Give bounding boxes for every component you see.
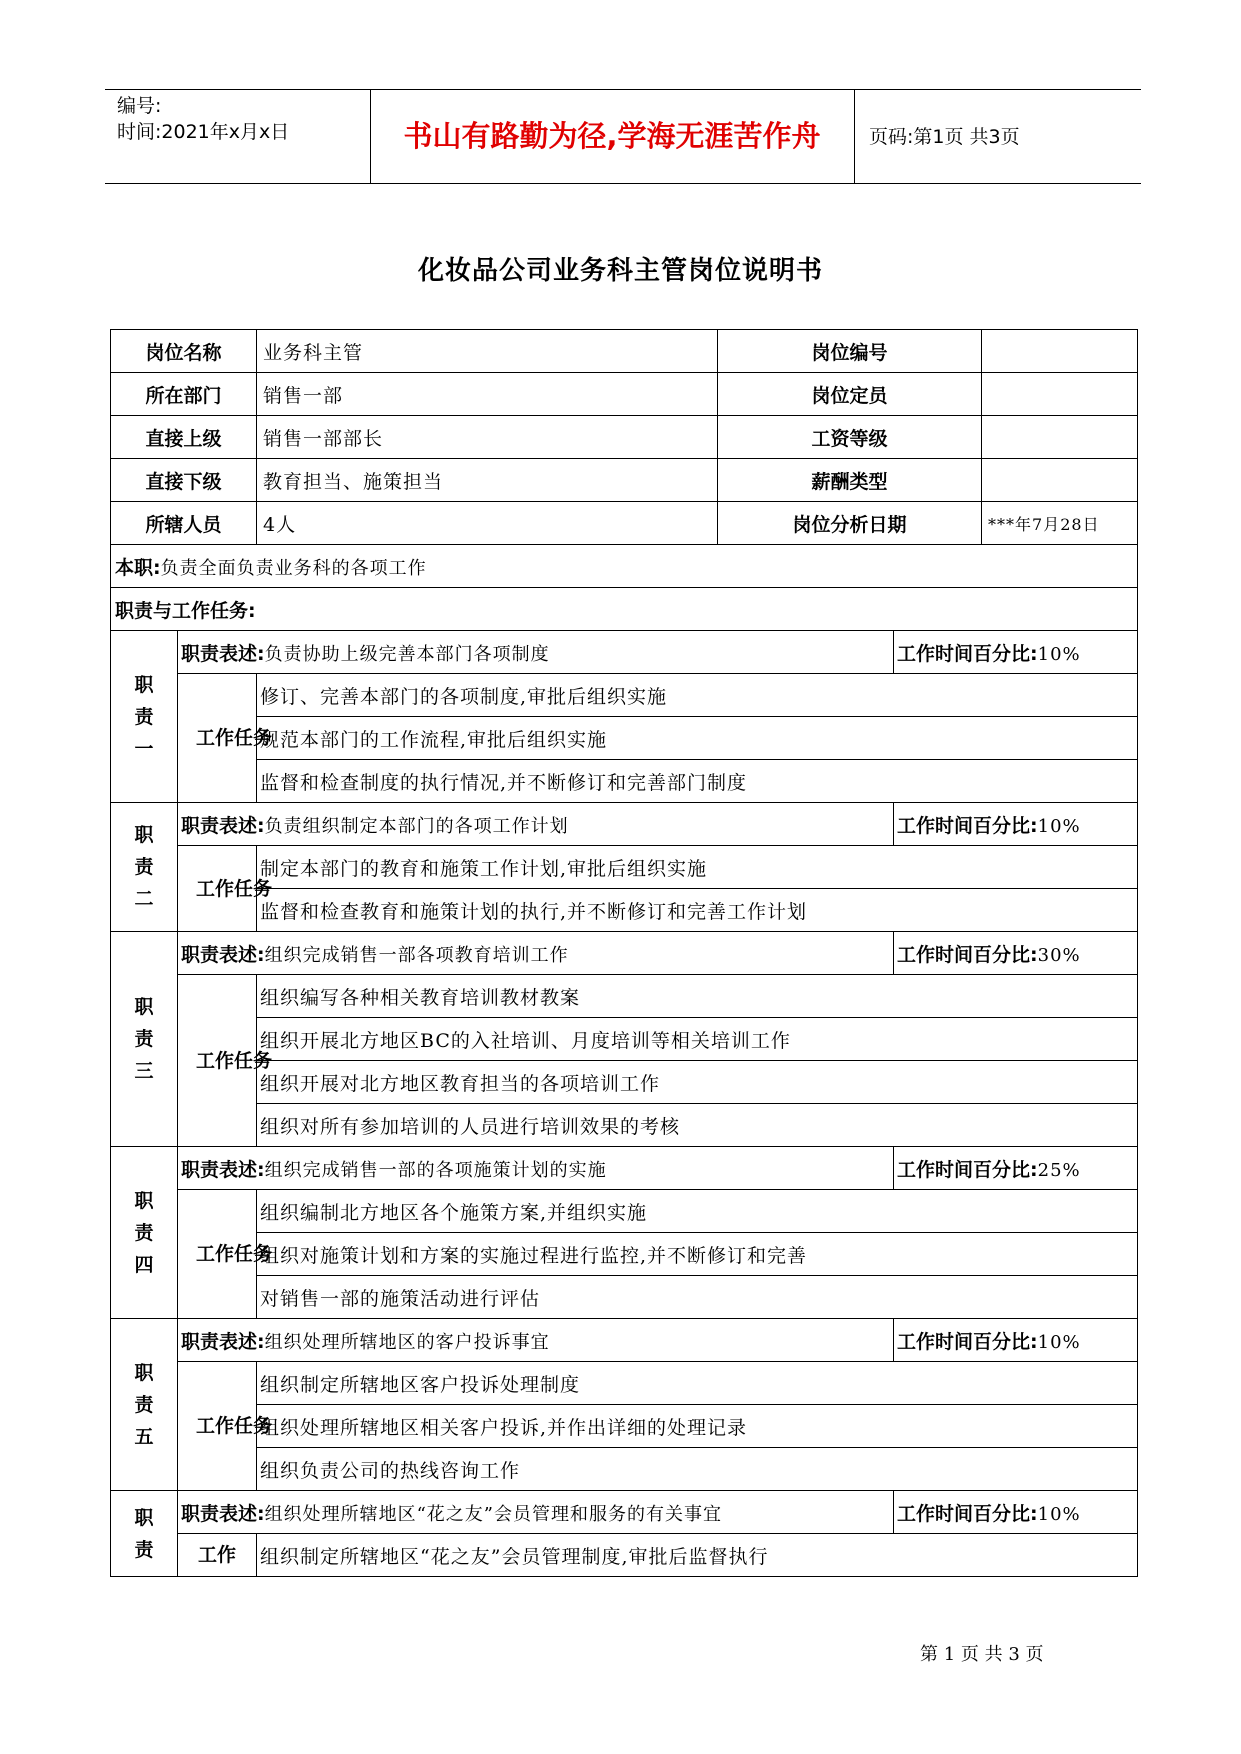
task-item: 组织制定所辖地区“花之友”会员管理制度,审批后监督执行 [257,1534,1138,1577]
duty-time-percentage [894,1147,1138,1190]
duty-name-char: 一 [134,737,154,760]
field-value [982,330,1138,373]
field-label: 所在部门 [111,373,257,416]
duty-desc-row [111,1319,1138,1362]
time-percentage-label: 工作时间百分比: [897,1330,1038,1353]
duty-summary-label: 本职: [115,556,161,579]
header-page-label: 页码:第1页 共3页 [869,126,1020,148]
info-row [111,416,1138,459]
duty-name [111,932,178,1147]
duty-time-percentage [894,1319,1138,1362]
header-top-rule [105,89,1141,90]
field-value [982,373,1138,416]
time-percentage-label: 工作时间百分比: [897,814,1038,837]
duty-time-percentage [894,631,1138,674]
time-percentage-label: 工作时间百分比: [897,642,1038,665]
time-percentage-value: 25% [1037,1159,1081,1181]
duty-time-percentage [894,932,1138,975]
task-item: 监督和检查制度的执行情况,并不断修订和完善部门制度 [257,760,1138,803]
field-value: 4人 [257,502,718,545]
task-item: 组织开展对北方地区教育担当的各项培训工作 [257,1061,1138,1104]
field-value [982,416,1138,459]
info-row [111,330,1138,373]
duty-desc-row [111,932,1138,975]
duty-name-char: 职 [134,1189,154,1212]
field-label: 岗位名称 [111,330,257,373]
header-number-label: 编号: [117,95,162,117]
task-item: 组织编写各种相关教育培训教材教案 [257,975,1138,1018]
duty-name [111,1319,178,1491]
duty-description [178,1147,894,1190]
duty-name [111,803,178,932]
task-item: 对销售一部的施策活动进行评估 [257,1276,1138,1319]
task-row [111,1190,1138,1233]
duty-description-value: 负责协助上级完善本部门各项制度 [264,643,550,665]
info-row [111,502,1138,545]
field-label: 直接下级 [111,459,257,502]
duty-description-value: 组织处理所辖地区的客户投诉事宜 [264,1331,550,1353]
duty-desc-row [111,631,1138,674]
time-percentage-value: 10% [1037,815,1081,837]
duty-name-char: 责 [134,1221,154,1244]
time-percentage-value: 10% [1037,643,1081,665]
field-label: 岗位定员 [718,373,982,416]
time-percentage-label: 工作时间百分比: [897,1158,1038,1181]
field-label: 薪酬类型 [718,459,982,502]
page-footer: 第 1 页 共 3 页 [920,1644,1044,1665]
field-value [982,459,1138,502]
task-row [111,1362,1138,1405]
duty-name-char: 责 [134,705,154,728]
time-percentage-value: 10% [1037,1503,1081,1525]
duty-time-percentage [894,1491,1138,1534]
task-label: 工作任务 [178,846,257,932]
header-bottom-rule [105,183,1141,184]
task-label: 工作任务 [178,975,257,1147]
task-label: 工作任务 [178,674,257,803]
field-label: 所辖人员 [111,502,257,545]
duty-description [178,1491,894,1534]
duty-description-label: 职责表述: [181,1158,265,1181]
field-label: 岗位编号 [718,330,982,373]
duty-name-char: 五 [134,1425,154,1448]
task-row [111,1276,1138,1319]
duty-name-char: 二 [134,888,154,910]
time-percentage-label: 工作时间百分比: [897,1502,1038,1525]
task-row [111,1534,1138,1577]
duty-summary-row [111,545,1138,588]
duty-description-label: 职责表述: [181,642,265,665]
task-label: 工作任务 [178,1190,257,1319]
duty-name-char: 职 [134,1361,154,1384]
task-row [111,760,1138,803]
duty-name-char: 责 [134,1393,154,1416]
duty-description-value: 负责组织制定本部门的各项工作计划 [264,815,569,837]
task-row [111,1448,1138,1491]
task-item: 组织制定所辖地区客户投诉处理制度 [257,1362,1138,1405]
task-item: 制定本部门的教育和施策工作计划,审批后组织实施 [257,846,1138,889]
field-label: 工资等级 [718,416,982,459]
duty-summary-value: 负责全面负责业务科的各项工作 [160,557,427,579]
header-motto: 书山有路勤为径,学海无涯苦作舟 [403,119,821,153]
task-label: 工作 [178,1534,257,1577]
duty-description-label: 职责表述: [181,814,265,837]
task-item: 规范本部门的工作流程,审批后组织实施 [257,717,1138,760]
duty-desc-row [111,803,1138,846]
duty-description-label: 职责表述: [181,943,265,966]
duty-description [178,631,894,674]
header-time-label: 时间:2021年x月x日 [117,121,290,143]
field-value: 销售一部部长 [257,416,718,459]
time-percentage-label: 工作时间百分比: [897,943,1038,966]
duty-name-char: 职 [134,996,154,1018]
field-label: 岗位分析日期 [718,502,982,545]
task-item: 组织对所有参加培训的人员进行培训效果的考核 [257,1104,1138,1147]
duty-name-char: 职 [134,673,154,696]
duty-name-char: 责 [134,1538,154,1561]
duty-name-char: 责 [134,856,154,878]
field-value: 业务科主管 [257,330,718,373]
duty-desc-row [111,1147,1138,1190]
duty-desc-row [111,1491,1138,1534]
duty-description [178,1319,894,1362]
task-row [111,674,1138,717]
duty-time-percentage [894,803,1138,846]
document-title: 化妆品公司业务科主管岗位说明书 [417,256,823,286]
task-item: 组织负责公司的热线咨询工作 [257,1448,1138,1491]
duty-description-value: 组织处理所辖地区“花之友”会员管理和服务的有关事宜 [264,1503,723,1525]
task-item: 组织对施策计划和方案的实施过程进行监控,并不断修订和完善 [257,1233,1138,1276]
field-value: 销售一部 [257,373,718,416]
duty-name-char: 三 [134,1060,154,1082]
duty-description-label: 职责表述: [181,1502,265,1525]
task-row [111,846,1138,889]
duty-name-char: 四 [134,1253,154,1276]
section-heading: 职责与工作任务: [111,588,1138,631]
duty-name-char: 职 [134,824,154,846]
time-percentage-value: 10% [1037,1331,1081,1353]
duty-description-value: 组织完成销售一部的各项施策计划的实施 [264,1159,607,1181]
info-row [111,373,1138,416]
field-value: ***年7月28日 [982,502,1138,545]
task-row [111,1104,1138,1147]
duty-description-value: 组织完成销售一部各项教育培训工作 [264,944,569,966]
duty-summary [111,545,1138,588]
job-description-table [110,329,1138,1577]
info-row [111,459,1138,502]
duty-name [111,631,178,803]
duty-description [178,932,894,975]
task-item: 组织编制北方地区各个施策方案,并组织实施 [257,1190,1138,1233]
section-heading-row [111,588,1138,631]
duty-name-char: 职 [134,1506,154,1529]
header-divider-right [854,90,855,184]
duty-description-label: 职责表述: [181,1330,265,1353]
task-item: 修订、完善本部门的各项制度,审批后组织实施 [257,674,1138,717]
duty-name [111,1147,178,1319]
task-item: 组织处理所辖地区相关客户投诉,并作出详细的处理记录 [257,1405,1138,1448]
field-value: 教育担当、施策担当 [257,459,718,502]
task-item: 监督和检查教育和施策计划的执行,并不断修订和完善工作计划 [257,889,1138,932]
duty-name [111,1491,178,1577]
duty-name-char: 责 [134,1028,154,1050]
task-label: 工作任务 [178,1362,257,1491]
duty-description [178,803,894,846]
field-label: 直接上级 [111,416,257,459]
task-item: 组织开展北方地区BC的入社培训、月度培训等相关培训工作 [257,1018,1138,1061]
task-row [111,975,1138,1018]
time-percentage-value: 30% [1037,944,1081,966]
